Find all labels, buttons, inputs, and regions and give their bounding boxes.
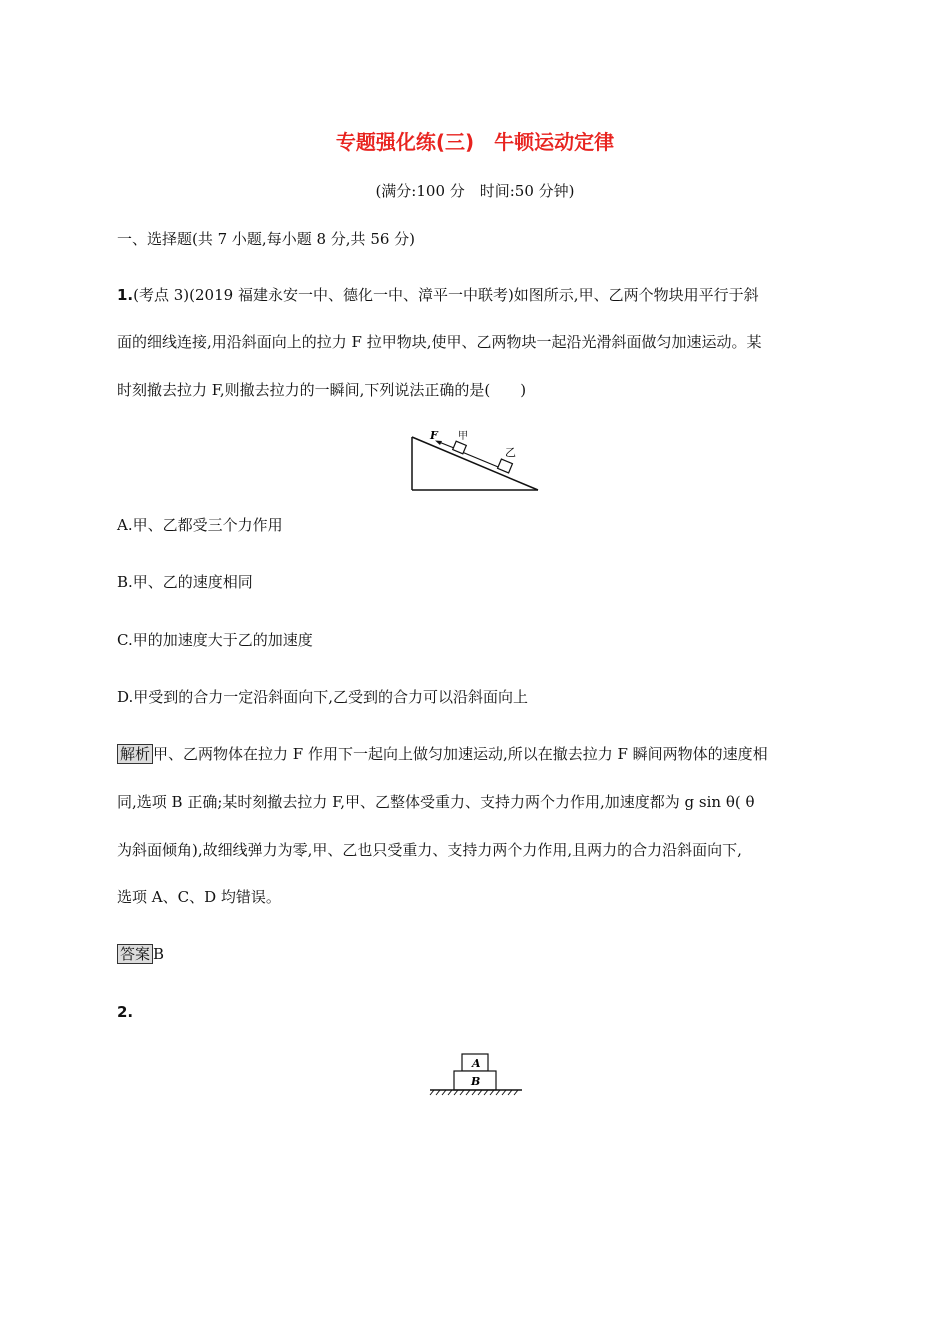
- block-yi: [498, 459, 513, 473]
- section-heading: 一、选择题(共 7 小题,每小题 8 分,共 56 分): [117, 230, 416, 248]
- block-jia-label: 甲: [458, 431, 468, 442]
- answer-line: [117, 944, 837, 964]
- question-1-line-2: 面的细线连接,用沿斜面向上的拉力 F 拉甲物块,使甲、乙两物块一起沿光滑斜面做匀加速运动。某: [117, 333, 762, 351]
- block-jia: [453, 441, 467, 454]
- analysis-line-2: 同,选项 B 正确;某时刻撤去拉力 F,甲、乙整体受重力、支持力两个力作用,加速度都为 g sin θ( θ: [117, 793, 755, 811]
- force-label: F: [430, 429, 438, 442]
- question-1-line-1: [117, 285, 837, 305]
- option-a: A.甲、乙都受三个力作用: [117, 516, 283, 534]
- question-2-number: 2.: [117, 1003, 134, 1021]
- answer-tag: 答案: [117, 944, 153, 964]
- question-1-line-3: 时刻撤去拉力 F,则撤去拉力的一瞬间,下列说法正确的是( ): [117, 381, 527, 399]
- analysis-text: 甲、乙两物体在拉力 F 作用下一起向上做匀加速运动,所以在撤去拉力 F 瞬间两物体的速度相: [153, 745, 768, 763]
- block-b-label: B: [471, 1075, 481, 1088]
- option-c: C.甲的加速度大于乙的加速度: [117, 631, 313, 649]
- option-d: D.甲受到的合力一定沿斜面向下,乙受到的合力可以沿斜面向上: [117, 688, 529, 706]
- block-yi-label: 乙: [505, 446, 516, 459]
- analysis-tag: 解析: [117, 744, 153, 764]
- question-text: (考点 3)(2019 福建永安一中、德化一中、漳平一中联考)如图所示,甲、乙两个物块用平行于斜: [133, 286, 759, 304]
- incline-figure: [405, 423, 545, 495]
- page-title: 专题强化练(三) 牛顿运动定律: [335, 130, 615, 154]
- question-number: 1.: [117, 286, 134, 304]
- analysis-line-1: [117, 744, 837, 764]
- answer-value: B: [153, 945, 165, 963]
- analysis-line-4: 选项 A、C、D 均错误。: [117, 888, 281, 906]
- analysis-line-3: 为斜面倾角),故细线弹力为零,甲、乙也只受重力、支持力两个力作用,且两力的合力沿斜面向下,: [117, 841, 742, 859]
- stacked-blocks-figure: [428, 1050, 524, 1096]
- incline-triangle: [412, 437, 538, 490]
- block-a-label: A: [472, 1057, 481, 1070]
- option-b: B.甲、乙的速度相同: [117, 573, 253, 591]
- page-subtitle: (满分:100 分 时间:50 分钟): [375, 182, 575, 200]
